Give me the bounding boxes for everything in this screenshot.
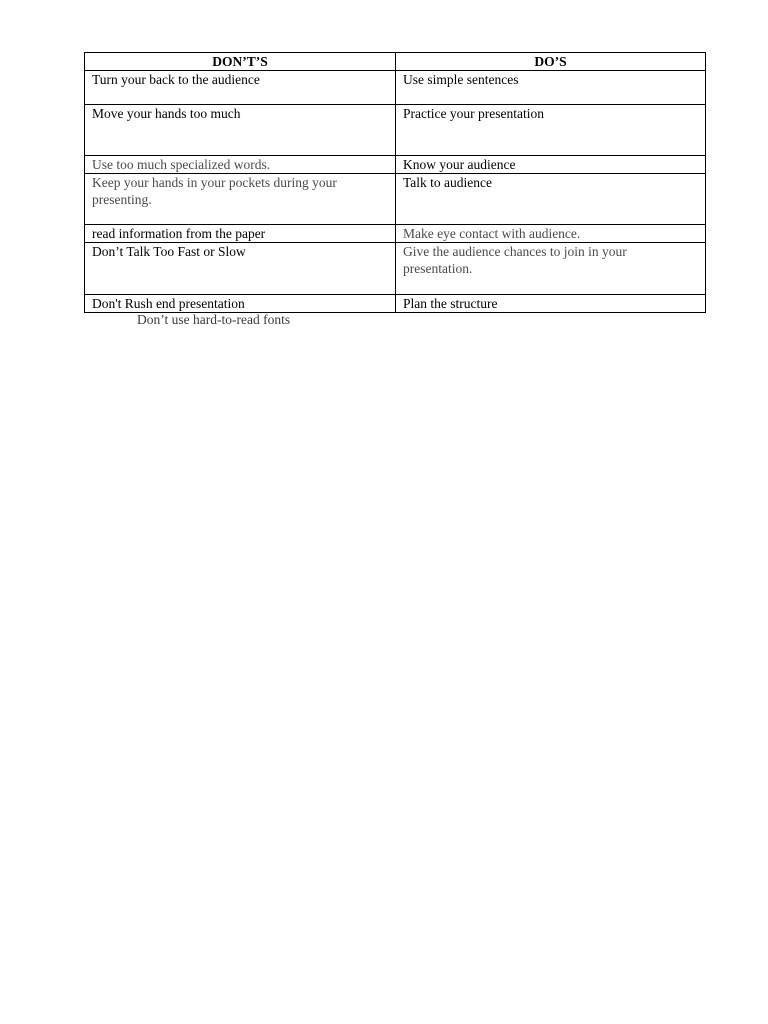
do-cell: Talk to audience [396, 174, 706, 225]
donts-dos-table [84, 52, 706, 313]
table-row [85, 225, 706, 243]
footnote-text: Don’t use hard-to-read fonts [137, 312, 291, 327]
table-row [85, 243, 706, 295]
donts-header: DON’T’S [85, 53, 396, 71]
dont-cell: Turn your back to the audience [85, 71, 396, 105]
do-cell: Know your audience [396, 156, 706, 174]
table-header-row [85, 53, 706, 71]
dont-cell: read information from the paper [85, 225, 396, 243]
table-row [85, 156, 706, 174]
table-row [85, 71, 706, 105]
do-cell: Practice your presentation [396, 105, 706, 156]
do-cell: Make eye contact with audience. [396, 225, 706, 243]
table-row [85, 295, 706, 313]
dos-header: DO’S [396, 53, 706, 71]
do-cell: Plan the structure [396, 295, 706, 313]
dont-cell: Don’t Talk Too Fast or Slow [85, 243, 396, 295]
do-cell: Use simple sentences [396, 71, 706, 105]
table-row [85, 105, 706, 156]
dont-cell: Use too much specialized words. [85, 156, 396, 174]
table-row [85, 174, 706, 225]
dont-cell: Move your hands too much [85, 105, 396, 156]
do-cell: Give the audience chances to join in your presentation. [396, 243, 706, 295]
dont-cell: Don't Rush end presentation [85, 295, 396, 313]
dont-cell: Keep your hands in your pockets during your presenting. [85, 174, 396, 225]
